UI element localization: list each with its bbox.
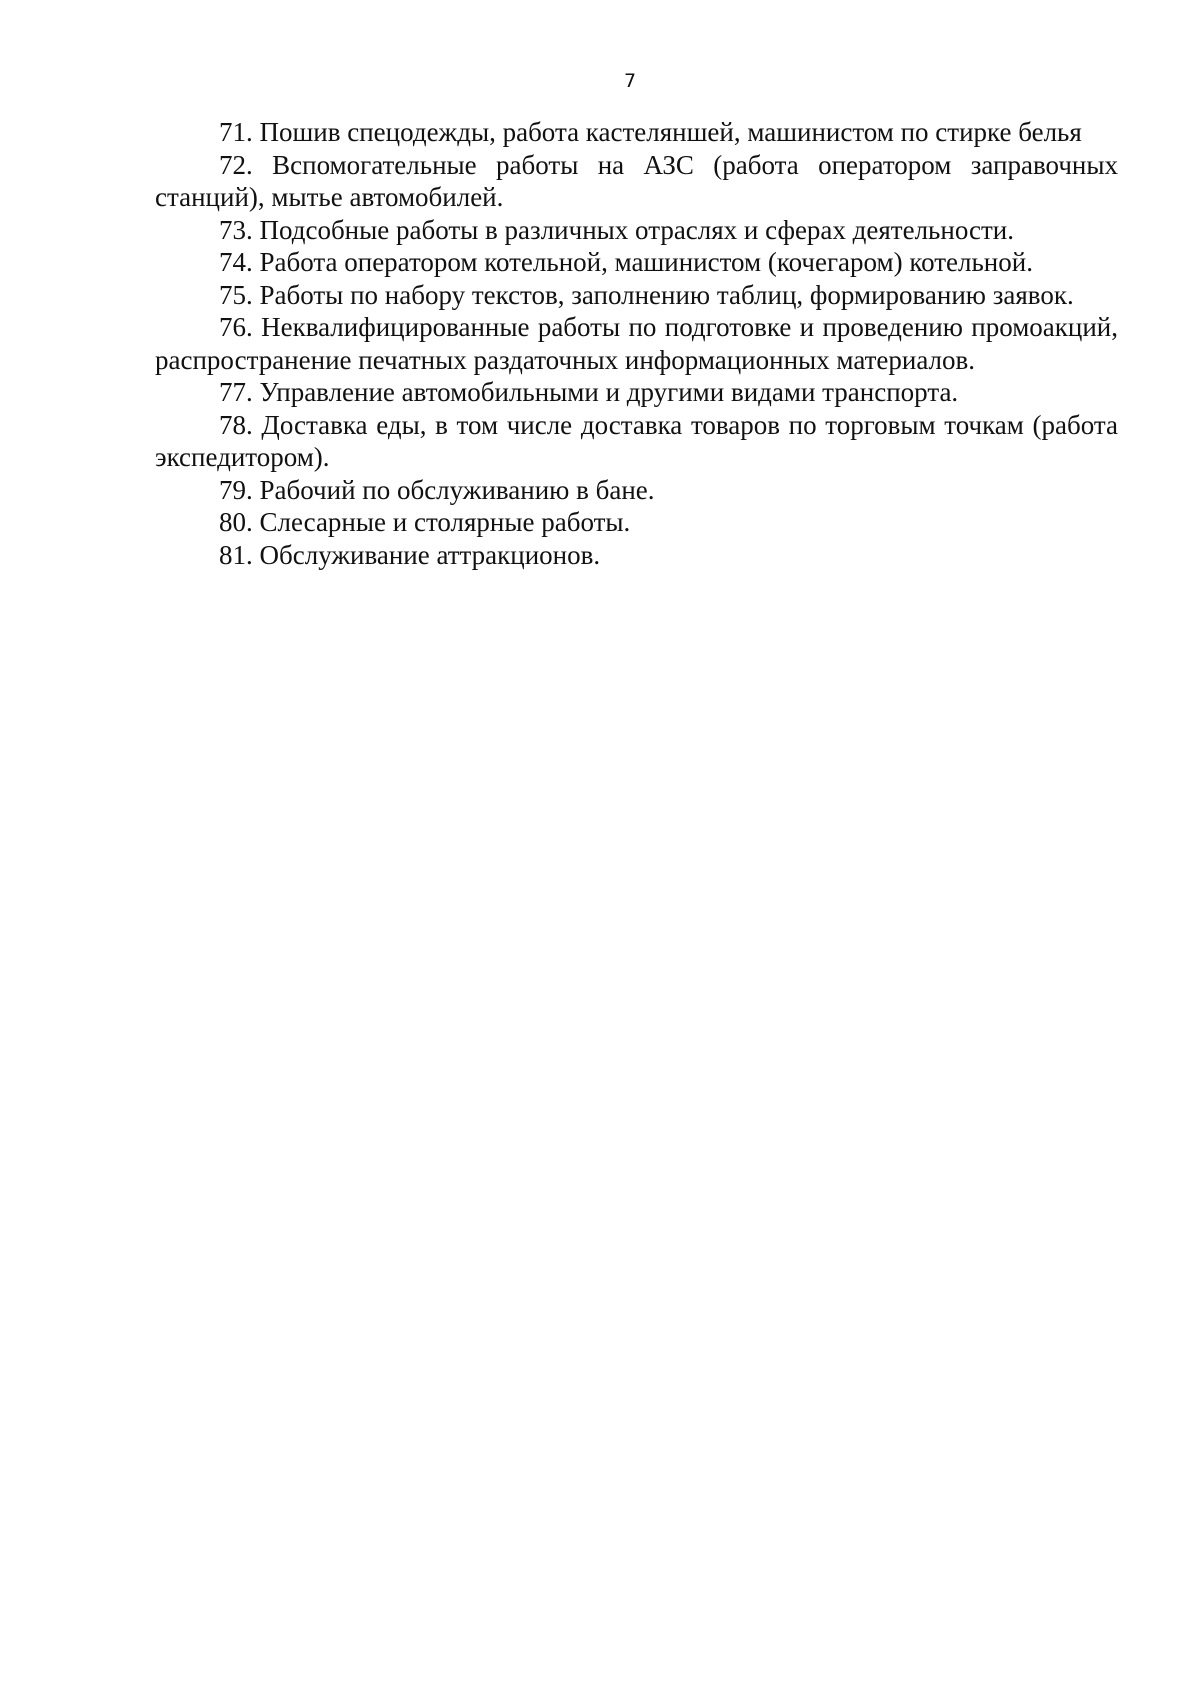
list-item: 79. Рабочий по обслуживанию в бане.: [219, 474, 655, 505]
list-item: 73. Подсобные работы в различных отраслях и сферах деятельности.: [219, 214, 1014, 245]
page-number: 7: [623, 70, 637, 92]
list-item: 78. Доставка еды, в том числе доставка товаров по торговым точкам (работа экспедитором).: [155, 409, 1118, 472]
list-item: 71. Пошив спецодежды, работа кастеляншей, машинистом по стирке белья: [219, 117, 1082, 147]
list-item: 81. Обслуживание аттракционов.: [219, 539, 601, 570]
list-body: [155, 116, 1118, 571]
list-item: 75. Работы по набору текстов, заполнению таблиц, формированию заявок.: [219, 279, 1074, 310]
list-item: 77. Управление автомобильными и другими видами транспорта.: [219, 377, 959, 407]
list-item: 76. Неквалифицированные работы по подготовке и проведению промоакций, распространение печатных раздаточных информационных материалов.: [155, 312, 1118, 375]
list-item: 74. Работа оператором котельной, машинистом (кочегаром) котельной.: [219, 247, 1033, 277]
list-item: 80. Слесарные и столярные работы.: [219, 507, 631, 537]
list-item: 72. Вспомогательные работы на АЗС (работа оператором заправочных станций), мытье автомобилей.: [155, 149, 1118, 212]
